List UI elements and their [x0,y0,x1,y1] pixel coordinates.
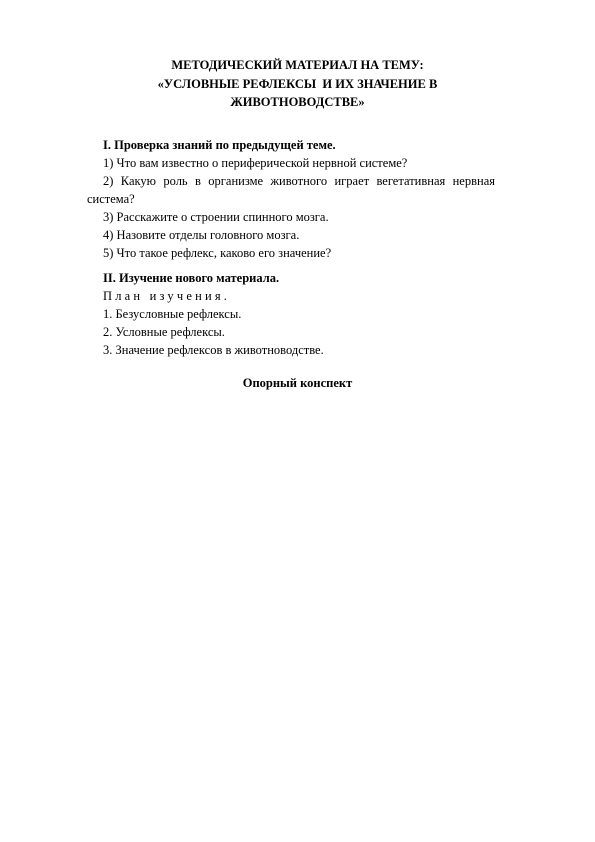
q2-word: животного [270,174,328,188]
q2-word: вегетативная [376,174,446,188]
title-line-1: МЕТОДИЧЕСКИЙ МАТЕРИАЛ НА ТЕМУ: [171,58,424,72]
q2-word: Какую [120,174,156,188]
question-5: 5) Что такое рефлекс, каково его значение? [103,246,332,260]
question-2-line-1 [103,172,495,190]
q2-word: организме [208,174,264,188]
q2-word: играет [334,174,370,188]
q2-word: нервная [452,174,495,188]
question-4: 4) Назовите отделы головного мозга. [103,228,300,242]
q2-word: в [195,174,201,188]
document-body [87,136,495,359]
question-3: 3) Расскажите о строении спинного мозга. [103,210,329,224]
summary-heading: Опорный конспект [242,376,353,390]
study-plan-label: План изучения. [103,289,231,303]
title-line-3: ЖИВОТНОВОДСТВЕ» [230,95,365,109]
question-1: 1) Что вам известно о периферической нервной системе? [103,156,408,170]
title-line-2: «УСЛОВНЫЕ РЕФЛЕКСЫ И ИХ ЗНАЧЕНИЕ В [157,76,438,91]
section-1-heading: I. Проверка знаний по предыдущей теме. [103,138,336,152]
plan-item-2: 2. Условные рефлексы. [103,325,225,339]
q2-word: роль [163,174,188,188]
plan-item-3: 3. Значение рефлексов в животноводстве. [103,343,324,357]
section-2-heading: II. Изучение нового материала. [103,271,280,285]
q2-word: 2) [103,174,114,188]
question-2-line-2: система? [87,192,135,206]
document-title [80,56,515,112]
question-2 [87,172,495,208]
plan-item-1: 1. Безусловные рефлексы. [103,307,242,321]
